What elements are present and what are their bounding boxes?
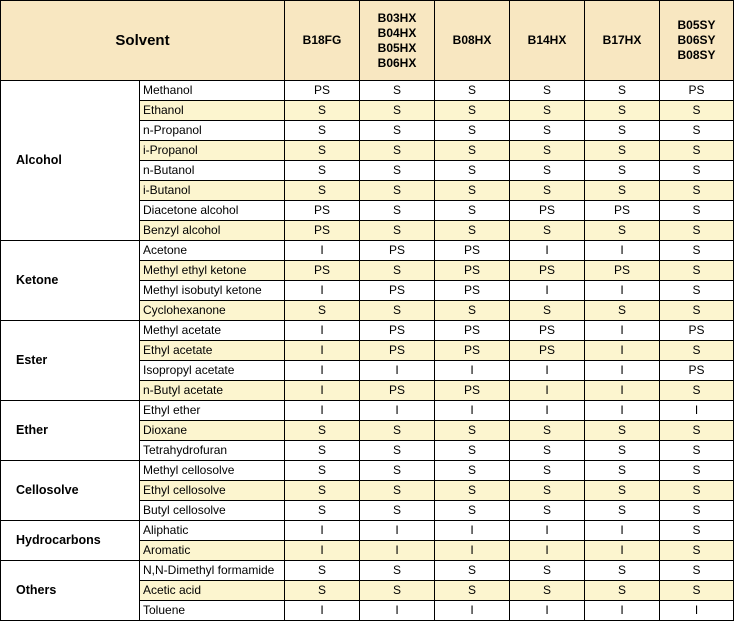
solubility-cell: I bbox=[285, 541, 360, 561]
solubility-cell: PS bbox=[660, 81, 734, 101]
solvent-name: Butyl cellosolve bbox=[140, 501, 285, 521]
solubility-cell: S bbox=[285, 581, 360, 601]
group-label: Ether bbox=[1, 401, 140, 461]
table-row bbox=[1, 81, 734, 101]
solvent-name: Tetrahydrofuran bbox=[140, 441, 285, 461]
solubility-cell: PS bbox=[360, 321, 435, 341]
group-label: Others bbox=[1, 561, 140, 621]
solubility-cell: S bbox=[585, 141, 660, 161]
solubility-cell: I bbox=[585, 401, 660, 421]
solubility-cell: S bbox=[285, 501, 360, 521]
solubility-cell: S bbox=[660, 101, 734, 121]
solubility-cell: S bbox=[660, 341, 734, 361]
solubility-cell: S bbox=[360, 81, 435, 101]
solubility-cell: S bbox=[285, 101, 360, 121]
solvent-name: Methyl acetate bbox=[140, 321, 285, 341]
solubility-cell: I bbox=[660, 601, 734, 621]
solubility-cell: S bbox=[435, 481, 510, 501]
solubility-cell: S bbox=[585, 501, 660, 521]
solubility-cell: PS bbox=[510, 341, 585, 361]
solubility-cell: S bbox=[660, 441, 734, 461]
solubility-cell: PS bbox=[660, 321, 734, 341]
solubility-cell: S bbox=[510, 101, 585, 121]
solubility-cell: S bbox=[660, 581, 734, 601]
solubility-cell: I bbox=[360, 361, 435, 381]
solubility-cell: S bbox=[510, 481, 585, 501]
solubility-cell: I bbox=[285, 321, 360, 341]
solubility-cell: I bbox=[285, 281, 360, 301]
solvent-name: Methyl isobutyl ketone bbox=[140, 281, 285, 301]
solubility-cell: S bbox=[660, 121, 734, 141]
solubility-cell: PS bbox=[510, 321, 585, 341]
solubility-cell: S bbox=[585, 561, 660, 581]
solubility-cell: I bbox=[360, 401, 435, 421]
solubility-cell: PS bbox=[285, 221, 360, 241]
solubility-cell: S bbox=[510, 181, 585, 201]
solubility-cell: S bbox=[585, 301, 660, 321]
solubility-cell: S bbox=[435, 201, 510, 221]
solubility-cell: I bbox=[585, 281, 660, 301]
solubility-cell: S bbox=[510, 561, 585, 581]
solubility-cell: S bbox=[510, 301, 585, 321]
solubility-cell: S bbox=[285, 461, 360, 481]
solvent-name: n-Propanol bbox=[140, 121, 285, 141]
solubility-cell: S bbox=[660, 541, 734, 561]
solubility-cell: S bbox=[660, 161, 734, 181]
solubility-cell: S bbox=[360, 441, 435, 461]
table-row bbox=[1, 461, 734, 481]
solubility-cell: I bbox=[510, 521, 585, 541]
table-row bbox=[1, 401, 734, 421]
solvent-name: Toluene bbox=[140, 601, 285, 621]
solvent-name: Methyl ethyl ketone bbox=[140, 261, 285, 281]
col-header bbox=[285, 1, 360, 81]
solubility-cell: I bbox=[585, 321, 660, 341]
solubility-cell: S bbox=[360, 221, 435, 241]
solubility-cell: S bbox=[660, 521, 734, 541]
solubility-cell: S bbox=[435, 581, 510, 601]
solubility-cell: S bbox=[585, 581, 660, 601]
solubility-cell: S bbox=[285, 141, 360, 161]
solubility-cell: I bbox=[360, 601, 435, 621]
solubility-cell: PS bbox=[585, 201, 660, 221]
solubility-cell: I bbox=[585, 241, 660, 261]
solubility-cell: I bbox=[435, 361, 510, 381]
solubility-cell: PS bbox=[360, 241, 435, 261]
solvent-name: Methyl cellosolve bbox=[140, 461, 285, 481]
solubility-cell: S bbox=[660, 481, 734, 501]
solubility-cell: S bbox=[510, 441, 585, 461]
solvent-name: n-Butanol bbox=[140, 161, 285, 181]
solubility-cell: S bbox=[360, 161, 435, 181]
solubility-cell: S bbox=[510, 461, 585, 481]
solubility-cell: I bbox=[585, 541, 660, 561]
col-header-line: B03HX bbox=[377, 10, 417, 25]
solubility-cell: S bbox=[660, 301, 734, 321]
solubility-cell: S bbox=[435, 181, 510, 201]
solubility-cell: S bbox=[360, 481, 435, 501]
solvent-name: Diacetone alcohol bbox=[140, 201, 285, 221]
solubility-cell: S bbox=[660, 201, 734, 221]
solubility-cell: I bbox=[360, 521, 435, 541]
solubility-cell: S bbox=[360, 121, 435, 141]
solvent-name: i-Butanol bbox=[140, 181, 285, 201]
solubility-cell: S bbox=[285, 161, 360, 181]
solubility-cell: I bbox=[585, 361, 660, 381]
solubility-cell: PS bbox=[510, 261, 585, 281]
solubility-cell: I bbox=[285, 381, 360, 401]
solubility-cell: S bbox=[360, 561, 435, 581]
solubility-cell: I bbox=[285, 241, 360, 261]
group-label: Cellosolve bbox=[1, 461, 140, 521]
table-row bbox=[1, 241, 734, 261]
solubility-cell: S bbox=[435, 81, 510, 101]
solvent-name: Benzyl alcohol bbox=[140, 221, 285, 241]
solvent-name: Aromatic bbox=[140, 541, 285, 561]
solubility-cell: I bbox=[285, 601, 360, 621]
solubility-cell: S bbox=[435, 141, 510, 161]
solubility-cell: S bbox=[510, 221, 585, 241]
solubility-cell: S bbox=[360, 301, 435, 321]
solubility-cell: I bbox=[585, 601, 660, 621]
header-row bbox=[1, 1, 734, 81]
col-header-line: B05HX bbox=[377, 40, 417, 55]
solubility-cell: PS bbox=[435, 241, 510, 261]
solubility-cell: S bbox=[435, 441, 510, 461]
solubility-cell: I bbox=[285, 361, 360, 381]
solubility-cell: I bbox=[510, 241, 585, 261]
solvent-name: Ethyl acetate bbox=[140, 341, 285, 361]
solubility-cell: S bbox=[360, 461, 435, 481]
col-header bbox=[435, 1, 510, 81]
solubility-cell: S bbox=[585, 421, 660, 441]
col-header-line: B17HX bbox=[602, 33, 642, 47]
solubility-cell: S bbox=[585, 221, 660, 241]
solubility-cell: S bbox=[660, 241, 734, 261]
col-header-line: B08SY bbox=[677, 48, 716, 62]
solvent-name: Cyclohexanone bbox=[140, 301, 285, 321]
solubility-cell: I bbox=[510, 281, 585, 301]
solubility-cell: S bbox=[360, 141, 435, 161]
solubility-cell: S bbox=[510, 81, 585, 101]
solubility-cell: PS bbox=[510, 201, 585, 221]
col-header bbox=[585, 1, 660, 81]
solubility-cell: S bbox=[585, 441, 660, 461]
solubility-cell: S bbox=[660, 141, 734, 161]
solubility-cell: S bbox=[585, 101, 660, 121]
solvent-name: Ethyl cellosolve bbox=[140, 481, 285, 501]
solubility-cell: S bbox=[285, 121, 360, 141]
solubility-cell: S bbox=[360, 261, 435, 281]
group-label: Ester bbox=[1, 321, 140, 401]
solubility-cell: PS bbox=[360, 341, 435, 361]
solvent-name: Methanol bbox=[140, 81, 285, 101]
solubility-cell: S bbox=[435, 421, 510, 441]
solubility-cell: I bbox=[585, 381, 660, 401]
solubility-cell: I bbox=[510, 601, 585, 621]
solubility-cell: PS bbox=[285, 201, 360, 221]
solubility-cell: S bbox=[285, 421, 360, 441]
solubility-cell: S bbox=[585, 461, 660, 481]
solubility-cell: PS bbox=[360, 381, 435, 401]
solubility-cell: S bbox=[660, 561, 734, 581]
solubility-cell: S bbox=[360, 421, 435, 441]
solubility-cell: S bbox=[435, 221, 510, 241]
solubility-cell: PS bbox=[660, 361, 734, 381]
solubility-cell: I bbox=[285, 401, 360, 421]
solubility-cell: S bbox=[660, 221, 734, 241]
solubility-cell: S bbox=[285, 181, 360, 201]
solubility-cell: I bbox=[435, 541, 510, 561]
solubility-cell: S bbox=[435, 561, 510, 581]
solubility-cell: S bbox=[510, 161, 585, 181]
solvent-name: Dioxane bbox=[140, 421, 285, 441]
solubility-cell: S bbox=[660, 501, 734, 521]
col-header-line: B05SY bbox=[677, 18, 716, 32]
solubility-cell: S bbox=[585, 121, 660, 141]
table-row bbox=[1, 321, 734, 341]
solubility-cell: S bbox=[285, 301, 360, 321]
solubility-cell: S bbox=[660, 421, 734, 441]
solubility-cell: S bbox=[585, 481, 660, 501]
col-header bbox=[510, 1, 585, 81]
solubility-cell: S bbox=[660, 381, 734, 401]
solubility-cell: S bbox=[510, 141, 585, 161]
group-label: Hydrocarbons bbox=[1, 521, 140, 561]
solubility-cell: PS bbox=[435, 281, 510, 301]
solubility-cell: I bbox=[510, 381, 585, 401]
solubility-cell: S bbox=[435, 501, 510, 521]
group-label: Ketone bbox=[1, 241, 140, 321]
solubility-cell: S bbox=[435, 101, 510, 121]
solubility-cell: S bbox=[510, 581, 585, 601]
solvent-name: i-Propanol bbox=[140, 141, 285, 161]
solubility-cell: I bbox=[435, 601, 510, 621]
solubility-cell: S bbox=[360, 101, 435, 121]
solvent-name: Acetic acid bbox=[140, 581, 285, 601]
solubility-cell: S bbox=[360, 581, 435, 601]
solubility-cell: S bbox=[510, 121, 585, 141]
solubility-cell: S bbox=[660, 461, 734, 481]
solvent-name: N,N-Dimethyl formamide bbox=[140, 561, 285, 581]
solvent-name: n-Butyl acetate bbox=[140, 381, 285, 401]
solubility-cell: PS bbox=[285, 261, 360, 281]
solvent-header: Solvent bbox=[1, 1, 285, 81]
solubility-cell: S bbox=[285, 561, 360, 581]
solubility-cell: PS bbox=[360, 281, 435, 301]
solubility-cell: S bbox=[285, 481, 360, 501]
col-header-line: B06HX bbox=[377, 55, 417, 70]
solubility-cell: I bbox=[435, 401, 510, 421]
solubility-cell: S bbox=[660, 181, 734, 201]
solubility-cell: S bbox=[510, 421, 585, 441]
solubility-cell: I bbox=[660, 401, 734, 421]
solubility-cell: PS bbox=[435, 341, 510, 361]
solubility-cell: S bbox=[435, 121, 510, 141]
solubility-cell: S bbox=[435, 461, 510, 481]
solubility-cell: S bbox=[360, 501, 435, 521]
solubility-cell: I bbox=[585, 521, 660, 541]
solubility-cell: S bbox=[660, 281, 734, 301]
solubility-cell: S bbox=[660, 261, 734, 281]
solubility-cell: PS bbox=[435, 381, 510, 401]
solubility-cell: S bbox=[585, 161, 660, 181]
solubility-cell: S bbox=[585, 81, 660, 101]
solubility-cell: S bbox=[510, 501, 585, 521]
solubility-cell: S bbox=[435, 301, 510, 321]
col-header-line: B06SY bbox=[677, 33, 716, 47]
solvent-name: Isopropyl acetate bbox=[140, 361, 285, 381]
solubility-cell: PS bbox=[285, 81, 360, 101]
solubility-cell: I bbox=[285, 341, 360, 361]
col-header-line: B14HX bbox=[527, 33, 567, 47]
solubility-cell: I bbox=[435, 521, 510, 541]
solubility-cell: PS bbox=[435, 321, 510, 341]
solubility-cell: I bbox=[360, 541, 435, 561]
solvent-name: Aliphatic bbox=[140, 521, 285, 541]
solubility-cell: I bbox=[510, 401, 585, 421]
solubility-cell: S bbox=[435, 161, 510, 181]
solubility-cell: S bbox=[585, 181, 660, 201]
solubility-cell: S bbox=[360, 181, 435, 201]
solubility-cell: PS bbox=[585, 261, 660, 281]
col-header bbox=[360, 1, 435, 81]
col-header bbox=[660, 1, 734, 81]
solubility-cell: S bbox=[360, 201, 435, 221]
solubility-cell: S bbox=[285, 441, 360, 461]
solubility-cell: I bbox=[510, 361, 585, 381]
solvent-name: Ethanol bbox=[140, 101, 285, 121]
col-header-line: B08HX bbox=[452, 33, 492, 47]
table-row bbox=[1, 561, 734, 581]
col-header-line: B04HX bbox=[377, 25, 417, 40]
solubility-cell: PS bbox=[435, 261, 510, 281]
solubility-cell: I bbox=[285, 521, 360, 541]
col-header-line: B18FG bbox=[302, 33, 342, 47]
group-label: Alcohol bbox=[1, 81, 140, 241]
solubility-cell: I bbox=[585, 341, 660, 361]
table-row bbox=[1, 521, 734, 541]
solvent-name: Ethyl ether bbox=[140, 401, 285, 421]
solvent-name: Acetone bbox=[140, 241, 285, 261]
solubility-cell: I bbox=[510, 541, 585, 561]
